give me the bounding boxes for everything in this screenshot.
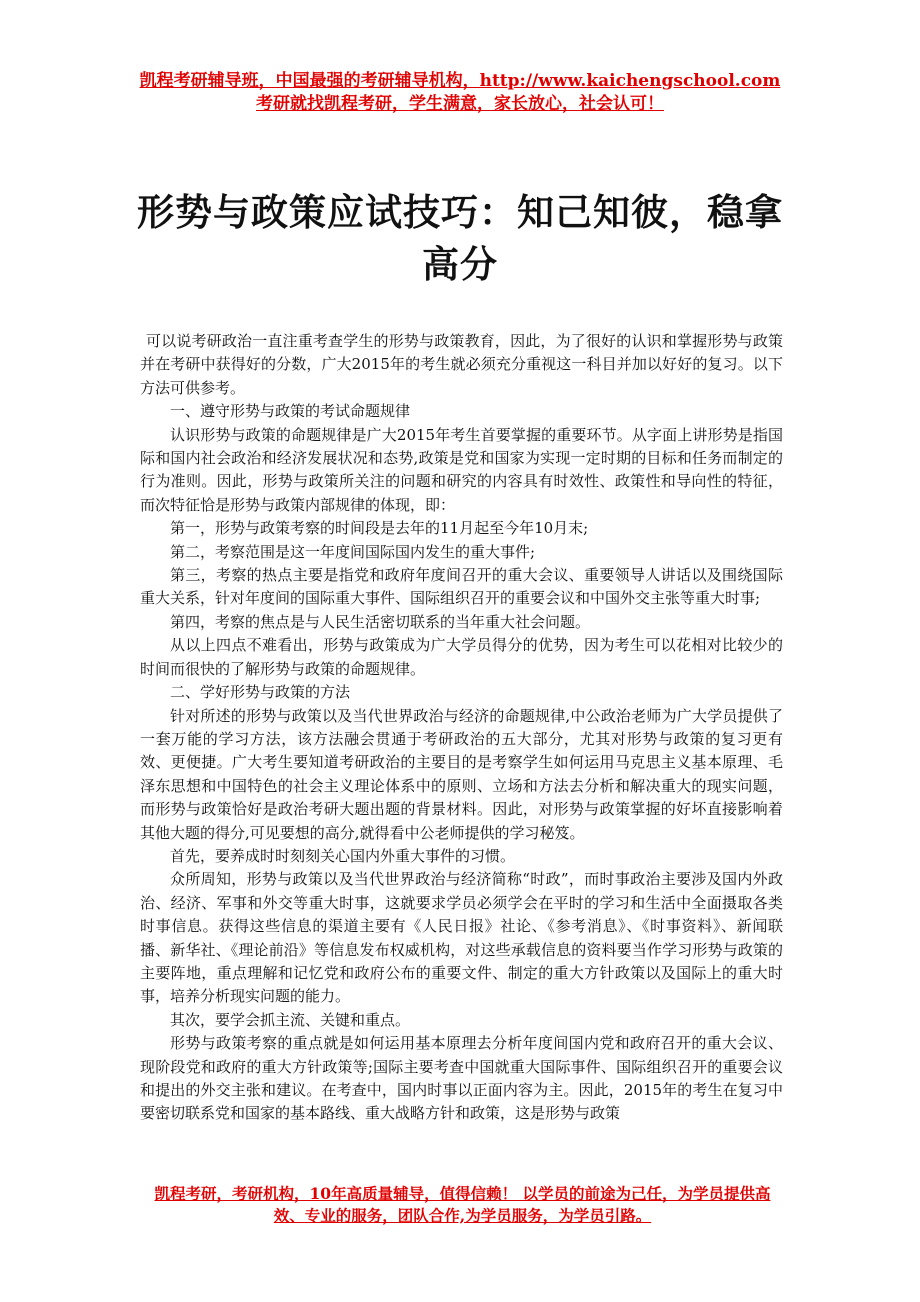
paragraph: 第一，形势与政策考察的时间段是去年的11月起至今年10月末; xyxy=(170,519,589,538)
paragraph: 可以说考研政治一直注重考查学生的形势与政策教育，因此，为了很好的认识和掌握形势与政策并在考研中获得好的分数，广大2015年的考生就必须充分重视这一科目并加以好好的复习。以下方法可供参考。 xyxy=(140,332,783,397)
page-title: 形势与政策应试技巧：知己知彼，稳拿高分 xyxy=(137,190,783,286)
paragraph: 形势与政策考察的重点就是如何运用基本原理去分析年度间国内党和政府召开的重大会议、现阶段党和政府的重大方针政策等;国际主要考查中国就重大国际事件、国际组织召开的重要会议和提出的外交主张和建议。在考查中，国内时事以正面内容为主。因此，2015年的考生在复习中要密切联系党和国家的基本路线、重大战略方针和政策，这是形势与政策 xyxy=(140,1034,783,1123)
header-line-1[interactable]: 凯程考研辅导班，中国最强的考研辅导机构，http://www.kaichengschool.com xyxy=(139,71,781,91)
section-heading: 一、遵守形势与政策的考试命题规律 xyxy=(170,402,411,421)
header-line-2: 考研就找凯程考研，学生满意，家长放心，社会认可！ xyxy=(256,94,664,114)
paragraph: 第四，考察的焦点是与人民生活密切联系的当年重大社会问题。 xyxy=(170,612,591,631)
article-body xyxy=(140,330,783,1126)
paragraph: 其次，要学会抓主流、关键和重点。 xyxy=(170,1010,411,1029)
footer-slogan: 凯程考研，考研机构，10年高质量辅导，值得信赖！ 以学员的前途为己任，为学员提供高效、专业的服务，团队合作,为学员服务，为学员引路。 xyxy=(154,1184,771,1225)
paragraph: 第三，考察的热点主要是指党和政府年度间召开的重大会议、重要领导人讲话以及围绕国际重大关系，针对年度间的国际重大事件、国际组织召开的重要会议和中国外交主张等重大时事; xyxy=(140,566,783,608)
paragraph: 第二，考察范围是这一年度间国际国内发生的重大事件; xyxy=(170,542,536,561)
section-heading: 二、学好形势与政策的方法 xyxy=(170,683,351,702)
paragraph: 首先，要养成时时刻刻关心国内外重大事件的习惯。 xyxy=(170,846,516,865)
paragraph: 从以上四点不难看出，形势与政策成为广大学员得分的优势，因为考生可以花相对比较少的时间而很快的了解形势与政策的命题规律。 xyxy=(140,636,783,678)
paragraph: 针对所述的形势与政策以及当代世界政治与经济的命题规律,中公政治老师为广大学员提供了一套万能的学习方法，该方法融会贯通于考研政治的五大部分，尤其对形势与政策的复习更有效、更便捷。广大考生要知道考研政治的主要目的是考察学生如何运用马克思主义基本原理、毛泽东思想和中国特色的社会主义理论体系中的原则、立场和方法去分析和解决重大的现实问题，而形势与政策恰好是政治考研大题出题的背景材料。因此，对形势与政策掌握的好坏直接影响着其他大题的得分,可见要想的高分,就得看中公老师提供的学习秘笈。 xyxy=(140,706,783,842)
paragraph: 众所周知，形势与政策以及当代世界政治与经济简称“时政”，而时事政治主要涉及国内外政治、经济、军事和外交等重大时事，这就要求学员必须学会在平时的学习和生活中全面摄取各类时事信息。获得这些信息的渠道主要有《人民日报》社论、《参考消息》、《时事资料》、新闻联播、新华社、《理论前沿》等信息发布权威机构，对这些承载信息的资料要当作学习形势与政策的主要阵地，重点理解和记忆党和政府公布的重要文件、制定的重大方针政策以及国际上的重大时事，培养分析现实问题的能力。 xyxy=(140,870,783,1006)
paragraph: 认识形势与政策的命题规律是广大2015年考生首要掌握的重要环节。从字面上讲形势是指国际和国内社会政治和经济发展状况和态势,政策是党和国家为实现一定时期的目标和任务而制定的行为准则。因此，形势与政策所关注的问题和研究的内容具有时效性、政策性和导向性的特征，而次特征恰是形势与政策内部规律的体现，即： xyxy=(140,425,783,514)
